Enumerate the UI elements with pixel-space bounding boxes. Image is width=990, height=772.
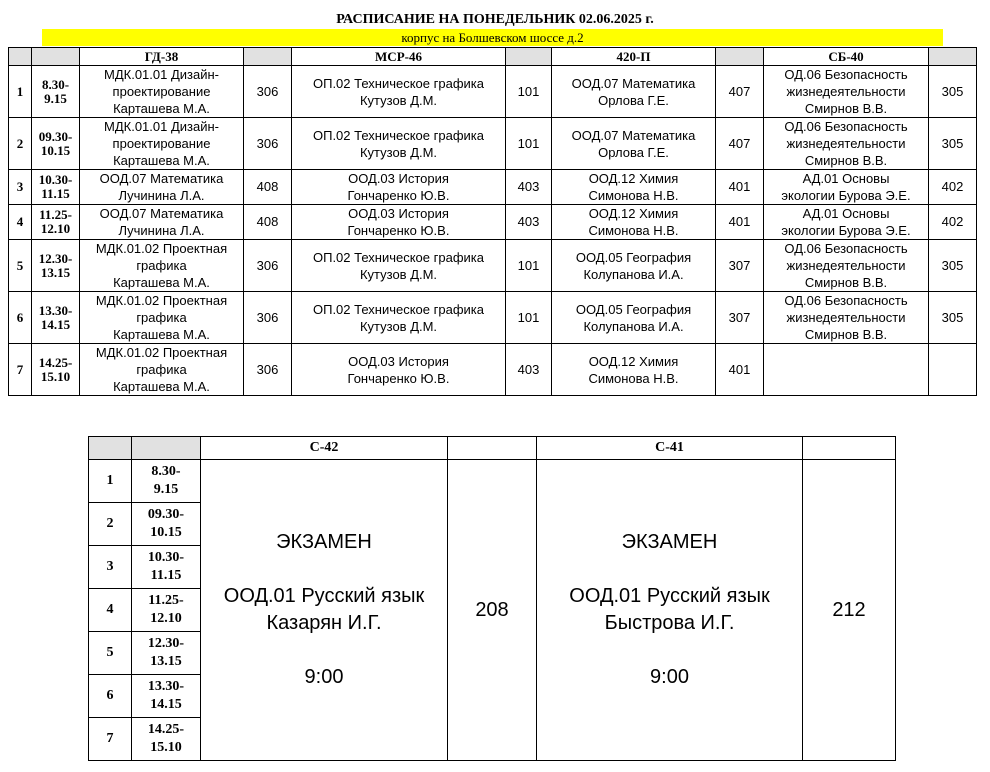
cell-line: 13.30- [147, 679, 185, 694]
cell-line: Карташева М.А. [113, 327, 210, 342]
lesson-number: 1 [9, 66, 32, 118]
cell-line: 11.25- [148, 593, 184, 608]
cell-line: экологии Бурова Э.Е. [781, 188, 911, 203]
lesson-time [32, 292, 80, 344]
table-row [9, 292, 977, 344]
cell-line: ООД.12 Химия [588, 353, 679, 369]
lesson-number: 2 [9, 118, 32, 170]
table-row [9, 118, 977, 170]
room-cell: 408 [244, 205, 292, 240]
cell-line: ОП.02 Техническое графика [312, 75, 484, 91]
subject-cell [764, 240, 929, 292]
cell-line: Кутузов Д.М. [359, 144, 438, 160]
cell-line: Кутузов Д.М. [359, 318, 438, 334]
subject-cell [764, 118, 929, 170]
cell-line: Гончаренко Ю.В. [347, 188, 450, 203]
room-cell: 306 [244, 66, 292, 118]
cell-line: Карташева М.А. [113, 379, 210, 394]
cell-line: 9.15 [44, 90, 67, 106]
room-cell: 101 [506, 118, 552, 170]
cell-line: 10.15 [40, 142, 71, 158]
table-header-row [89, 437, 896, 460]
cell-line: 12.30- [147, 636, 185, 651]
room-cell [929, 344, 977, 396]
building-subtitle: корпус на Болшевском шоссе д.2 [42, 29, 943, 46]
cell-line: 11.25- [39, 207, 72, 222]
cell-line: графика [136, 310, 187, 325]
schedule-table-main [8, 47, 977, 396]
exam-label: ЭКЗАМЕН [276, 531, 372, 553]
cell-line: графика [136, 258, 187, 273]
spacer [537, 637, 802, 664]
room-cell: 305 [929, 118, 977, 170]
lesson-number: 6 [9, 292, 32, 344]
cell-line: 12.30- [38, 250, 73, 266]
spacer [201, 637, 447, 664]
exam-start-time: 9:00 [304, 666, 344, 688]
cell-line: 13.15 [150, 654, 182, 669]
cell-line: Смирнов В.В. [804, 153, 888, 168]
cell-line: МДК.01.02 Проектная [95, 241, 228, 256]
cell-line: графика [136, 362, 187, 377]
cell-line: ООД.07 Математика [99, 171, 224, 186]
room-cell: 212 [803, 460, 896, 761]
lesson-number: 4 [9, 205, 32, 240]
lesson-time [132, 675, 201, 718]
room-cell: 307 [716, 292, 764, 344]
cell-line: 14.25- [147, 722, 185, 737]
subject-cell [292, 240, 506, 292]
subject-cell [552, 170, 716, 205]
cell-line: 11.15 [41, 186, 70, 201]
cell-line: жизнедеятельности [786, 310, 906, 325]
subject-cell [80, 66, 244, 118]
cell-line: Смирнов В.В. [804, 275, 888, 290]
cell-line: ОД.06 Безопасность [784, 67, 908, 82]
lesson-number: 1 [89, 460, 132, 503]
subject-cell [80, 344, 244, 396]
header-time-cell [32, 48, 80, 66]
cell-line: проектирование [112, 84, 211, 99]
subject-cell [292, 170, 506, 205]
cell-line: МДК.01.01 Дизайн- [104, 119, 219, 134]
lesson-number: 4 [89, 589, 132, 632]
room-cell: 401 [716, 170, 764, 205]
cell-line: Кутузов Д.М. [359, 266, 438, 282]
subject-cell [764, 292, 929, 344]
lesson-time [32, 205, 80, 240]
group-header: ГД-38 [80, 48, 244, 66]
room-cell: 402 [929, 170, 977, 205]
subject-cell [292, 344, 506, 396]
cell-line: Смирнов В.В. [804, 327, 888, 342]
exam-teacher: Казарян И.Г. [266, 612, 382, 634]
cell-line: ООД.12 Химия [588, 171, 679, 186]
cell-line: жизнедеятельности [786, 258, 906, 273]
subject-cell [292, 205, 506, 240]
lesson-number: 7 [9, 344, 32, 396]
cell-line: ОД.06 Безопасность [784, 241, 908, 256]
exam-cell [537, 460, 803, 761]
subject-cell [764, 170, 929, 205]
lesson-time [32, 240, 80, 292]
header-room-cell [716, 48, 764, 66]
subject-cell [552, 240, 716, 292]
exam-subject: ООД.01 Русский язык [569, 585, 770, 607]
cell-line: экологии Бурова Э.Е. [781, 223, 911, 238]
header-num-cell [9, 48, 32, 66]
cell-line: АД.01 Основы [802, 206, 890, 221]
subject-cell [764, 344, 929, 396]
cell-line: Карташева М.А. [113, 275, 210, 290]
table-row [9, 170, 977, 205]
header-room-cell [244, 48, 292, 66]
group-header: СБ-40 [764, 48, 929, 66]
cell-line: 14.25- [38, 354, 73, 370]
exam-label: ЭКЗАМЕН [621, 531, 718, 553]
cell-line: Симонова Н.В. [588, 370, 679, 386]
lesson-time [132, 546, 201, 589]
cell-line: 13.15 [40, 264, 71, 280]
lesson-number: 6 [89, 675, 132, 718]
lesson-time [32, 170, 80, 205]
table-header-row [9, 48, 977, 66]
cell-line: 10.30- [38, 172, 73, 187]
lesson-time [132, 632, 201, 675]
cell-line: 09.30- [147, 507, 185, 522]
room-cell: 306 [244, 118, 292, 170]
cell-line: ООД.07 Математика [99, 206, 224, 221]
room-cell: 307 [716, 240, 764, 292]
cell-line: Гончаренко Ю.В. [347, 370, 450, 386]
cell-line: 12.10 [150, 611, 182, 626]
cell-line: Колупанова И.А. [583, 266, 684, 282]
lesson-number: 7 [89, 718, 132, 761]
subject-cell [552, 205, 716, 240]
subject-cell [80, 205, 244, 240]
room-cell: 306 [244, 344, 292, 396]
room-cell: 403 [506, 344, 552, 396]
cell-line: Кутузов Д.М. [359, 92, 438, 108]
header-time-cell [132, 437, 201, 460]
header-room-cell [803, 437, 896, 460]
cell-line: Симонова Н.В. [588, 223, 679, 238]
schedule-table-exams [88, 436, 896, 761]
cell-line: Колупанова И.А. [583, 318, 684, 334]
table-row [9, 66, 977, 118]
cell-line: ООД.07 Математика [571, 75, 696, 91]
cell-line: ООД.05 География [575, 249, 692, 265]
lesson-time [32, 118, 80, 170]
cell-line: ОД.06 Безопасность [784, 119, 908, 134]
cell-line: 11.15 [150, 568, 182, 583]
cell-line: 14.15 [40, 316, 71, 332]
spacer [201, 556, 447, 583]
cell-line: ООД.03 История [348, 171, 449, 186]
subject-cell [764, 205, 929, 240]
subject-cell [80, 292, 244, 344]
cell-line: Смирнов В.В. [804, 101, 888, 116]
subject-cell [764, 66, 929, 118]
lesson-time [132, 503, 201, 546]
exam-start-time: 9:00 [650, 666, 689, 688]
exam-subject: ООД.01 Русский язык [223, 585, 425, 607]
cell-line: 10.30- [147, 550, 185, 565]
room-cell: 306 [244, 292, 292, 344]
cell-line: жизнедеятельности [786, 84, 906, 99]
cell-line: ООД.12 Химия [588, 206, 679, 221]
cell-line: ООД.03 История [348, 353, 449, 369]
cell-line: Карташева М.А. [113, 153, 210, 168]
page-title: РАСПИСАНИЕ НА ПОНЕДЕЛЬНИК 02.06.2025 г. [336, 12, 654, 27]
cell-line: Орлова Г.Е. [598, 144, 669, 160]
room-cell: 403 [506, 170, 552, 205]
subject-cell [552, 66, 716, 118]
cell-line: 09.30- [38, 128, 73, 144]
cell-line: Гончаренко Ю.В. [347, 223, 450, 238]
header-room-cell [929, 48, 977, 66]
lesson-time [32, 66, 80, 118]
lesson-number: 3 [89, 546, 132, 589]
room-cell: 401 [716, 344, 764, 396]
cell-line: жизнедеятельности [786, 136, 906, 151]
subject-cell [552, 118, 716, 170]
subject-cell [292, 118, 506, 170]
subject-cell [552, 344, 716, 396]
cell-line: Орлова Г.Е. [598, 92, 669, 108]
cell-line: 14.15 [150, 697, 182, 712]
lesson-number: 2 [89, 503, 132, 546]
group-header: МСР-46 [292, 48, 506, 66]
room-cell: 101 [506, 66, 552, 118]
spacer [537, 556, 802, 583]
cell-line: ОП.02 Техническое графика [312, 301, 484, 317]
table-row [9, 344, 977, 396]
subject-cell [292, 292, 506, 344]
lesson-time [32, 344, 80, 396]
cell-line: 15.10 [150, 740, 182, 755]
subject-cell [80, 118, 244, 170]
subject-cell [80, 170, 244, 205]
lesson-number: 5 [89, 632, 132, 675]
table-row [9, 205, 977, 240]
cell-line: проектирование [112, 136, 211, 151]
cell-line: 9.15 [153, 482, 179, 497]
cell-line: 13.30- [38, 302, 73, 318]
room-cell: 305 [929, 292, 977, 344]
room-cell: 402 [929, 205, 977, 240]
cell-line: ООД.05 География [575, 301, 692, 317]
cell-line: Симонова Н.В. [588, 188, 679, 203]
lesson-time [132, 589, 201, 632]
cell-line: ООД.07 Математика [571, 127, 696, 143]
cell-line: ОП.02 Техническое графика [312, 127, 484, 143]
exam-teacher: Быстрова И.Г. [604, 612, 735, 634]
cell-line: Лучинина Л.А. [118, 223, 205, 238]
room-cell: 401 [716, 205, 764, 240]
lesson-number: 5 [9, 240, 32, 292]
cell-line: 8.30- [151, 464, 181, 479]
room-cell: 305 [929, 240, 977, 292]
cell-line: 8.30- [41, 76, 70, 92]
subject-cell [552, 292, 716, 344]
room-cell: 407 [716, 118, 764, 170]
header-room-cell [506, 48, 552, 66]
subject-cell [292, 66, 506, 118]
room-cell: 408 [244, 170, 292, 205]
cell-line: Карташева М.А. [113, 101, 210, 116]
cell-line: 12.10 [40, 221, 71, 236]
room-cell: 208 [448, 460, 537, 761]
room-cell: 305 [929, 66, 977, 118]
lesson-time [132, 718, 201, 761]
group-header: С-42 [201, 437, 448, 460]
room-cell: 101 [506, 240, 552, 292]
cell-line: 15.10 [40, 368, 71, 384]
header-room-cell [448, 437, 537, 460]
cell-line: Лучинина Л.А. [118, 188, 205, 203]
header-num-cell [89, 437, 132, 460]
lesson-number: 3 [9, 170, 32, 205]
cell-line: МДК.01.02 Проектная [95, 345, 228, 360]
room-cell: 407 [716, 66, 764, 118]
subject-cell [80, 240, 244, 292]
cell-line: ОД.06 Безопасность [784, 293, 908, 308]
group-header: 420-П [552, 48, 716, 66]
group-header: С-41 [537, 437, 803, 460]
table-row [9, 240, 977, 292]
cell-line: 10.15 [150, 525, 182, 540]
cell-line: ООД.03 История [348, 206, 449, 221]
room-cell: 403 [506, 205, 552, 240]
room-cell: 306 [244, 240, 292, 292]
lesson-time [132, 460, 201, 503]
cell-line: ОП.02 Техническое графика [312, 249, 484, 265]
exam-cell [201, 460, 448, 761]
cell-line: МДК.01.02 Проектная [95, 293, 228, 308]
cell-line: АД.01 Основы [802, 171, 890, 186]
cell-line: МДК.01.01 Дизайн- [104, 67, 219, 82]
room-cell: 101 [506, 292, 552, 344]
table-row [89, 460, 896, 503]
